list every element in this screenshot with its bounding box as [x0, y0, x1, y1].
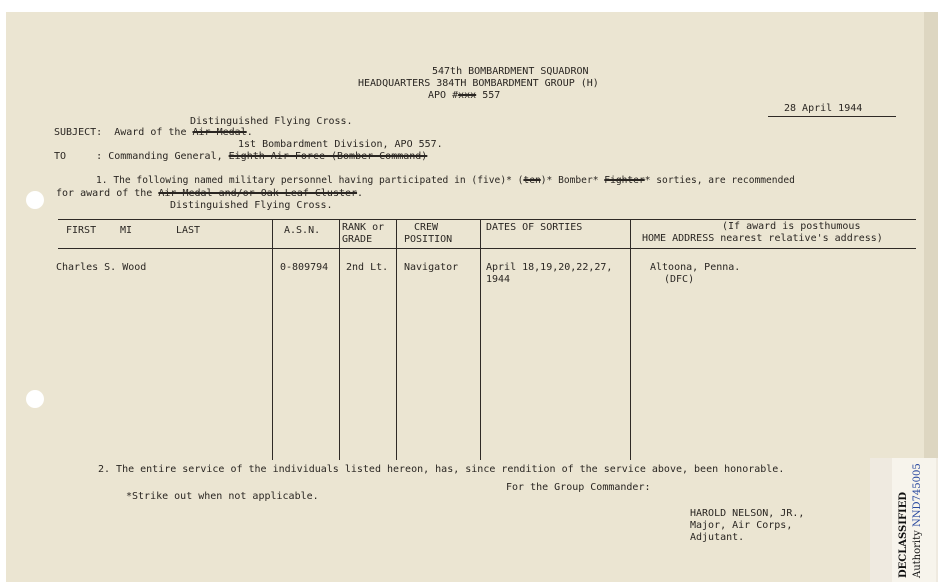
column-header-first: FIRST [66, 225, 97, 236]
column-header-dates: DATES OF SORTIES [486, 222, 583, 233]
for-group-commander: For the Group Commander: [506, 482, 651, 493]
squadron-heading: 547th BOMBARDMENT SQUADRON [432, 66, 589, 77]
column-header-position: POSITION [404, 234, 453, 245]
paragraph-1-line-1: 1. The following named military personnel having participated in (five)* (ten)* Bomber* Fighter* sorties, are recommended [96, 175, 795, 186]
signer-rank: Major, Air Corps, [690, 520, 793, 531]
paragraph-2: 2. The entire service of the individuals listed hereon, has, since rendition of the service above, been honorable. [98, 464, 785, 475]
declassified-stamp [870, 458, 938, 582]
signer-name: HAROLD NELSON, JR., [690, 508, 805, 519]
row-award-code: (DFC) [664, 274, 695, 285]
table-header-rule [58, 248, 916, 249]
footnote: *Strike out when not applicable. [126, 491, 319, 502]
column-header-home-address: HOME ADDRESS nearest relative's address) [642, 233, 883, 244]
row-name: Charles S. Wood [56, 262, 147, 273]
punch-hole [26, 191, 44, 209]
column-header-posthumous: (If award is posthumous [722, 221, 861, 232]
row-home-address: Altoona, Penna. [650, 262, 741, 273]
table-top-rule [58, 219, 916, 220]
row-asn: 0-809794 [280, 262, 329, 273]
column-divider [339, 219, 340, 460]
row-dates-year: 1944 [486, 274, 511, 285]
row-position: Navigator [404, 262, 459, 273]
punch-hole [26, 390, 44, 408]
column-header-rank: RANK or [342, 222, 385, 233]
column-divider [630, 219, 631, 460]
column-header-crew: CREW [414, 222, 439, 233]
group-heading: HEADQUARTERS 384TH BOMBARDMENT GROUP (H) [358, 78, 599, 89]
declassified-authority: Authority NND745005 [912, 463, 923, 578]
row-rank: 2nd Lt. [346, 262, 389, 273]
signer-title: Adjutant. [690, 532, 745, 543]
column-header-grade: GRADE [342, 234, 373, 245]
column-header-last: LAST [176, 225, 201, 236]
subject-line: SUBJECT: Award of the Air Medal. [54, 127, 253, 138]
column-divider [396, 219, 397, 460]
subject-insert: Distinguished Flying Cross. [190, 116, 353, 127]
paragraph-1-line-2: for award of the Air Medal and/or Oak Leaf Cluster. [56, 188, 364, 199]
to-line: TO : Commanding General, Eighth Air Force (Bomber Command) [54, 151, 428, 162]
column-header-asn: A.S.N. [284, 225, 321, 236]
to-insert: 1st Bombardment Division, APO 557. [238, 139, 443, 150]
top-margin [0, 0, 938, 12]
paragraph-1-insert: Distinguished Flying Cross. [170, 200, 333, 211]
column-divider [480, 219, 481, 460]
row-dates: April 18,19,20,22,27, [486, 262, 613, 273]
column-header-mi: MI [120, 225, 133, 236]
apo-heading: APO #xxx 557 [428, 90, 501, 101]
date-underline [768, 116, 896, 117]
document-date: 28 April 1944 [784, 103, 863, 114]
column-divider [272, 219, 273, 460]
declassified-label: DECLASSIFIED [898, 491, 909, 578]
